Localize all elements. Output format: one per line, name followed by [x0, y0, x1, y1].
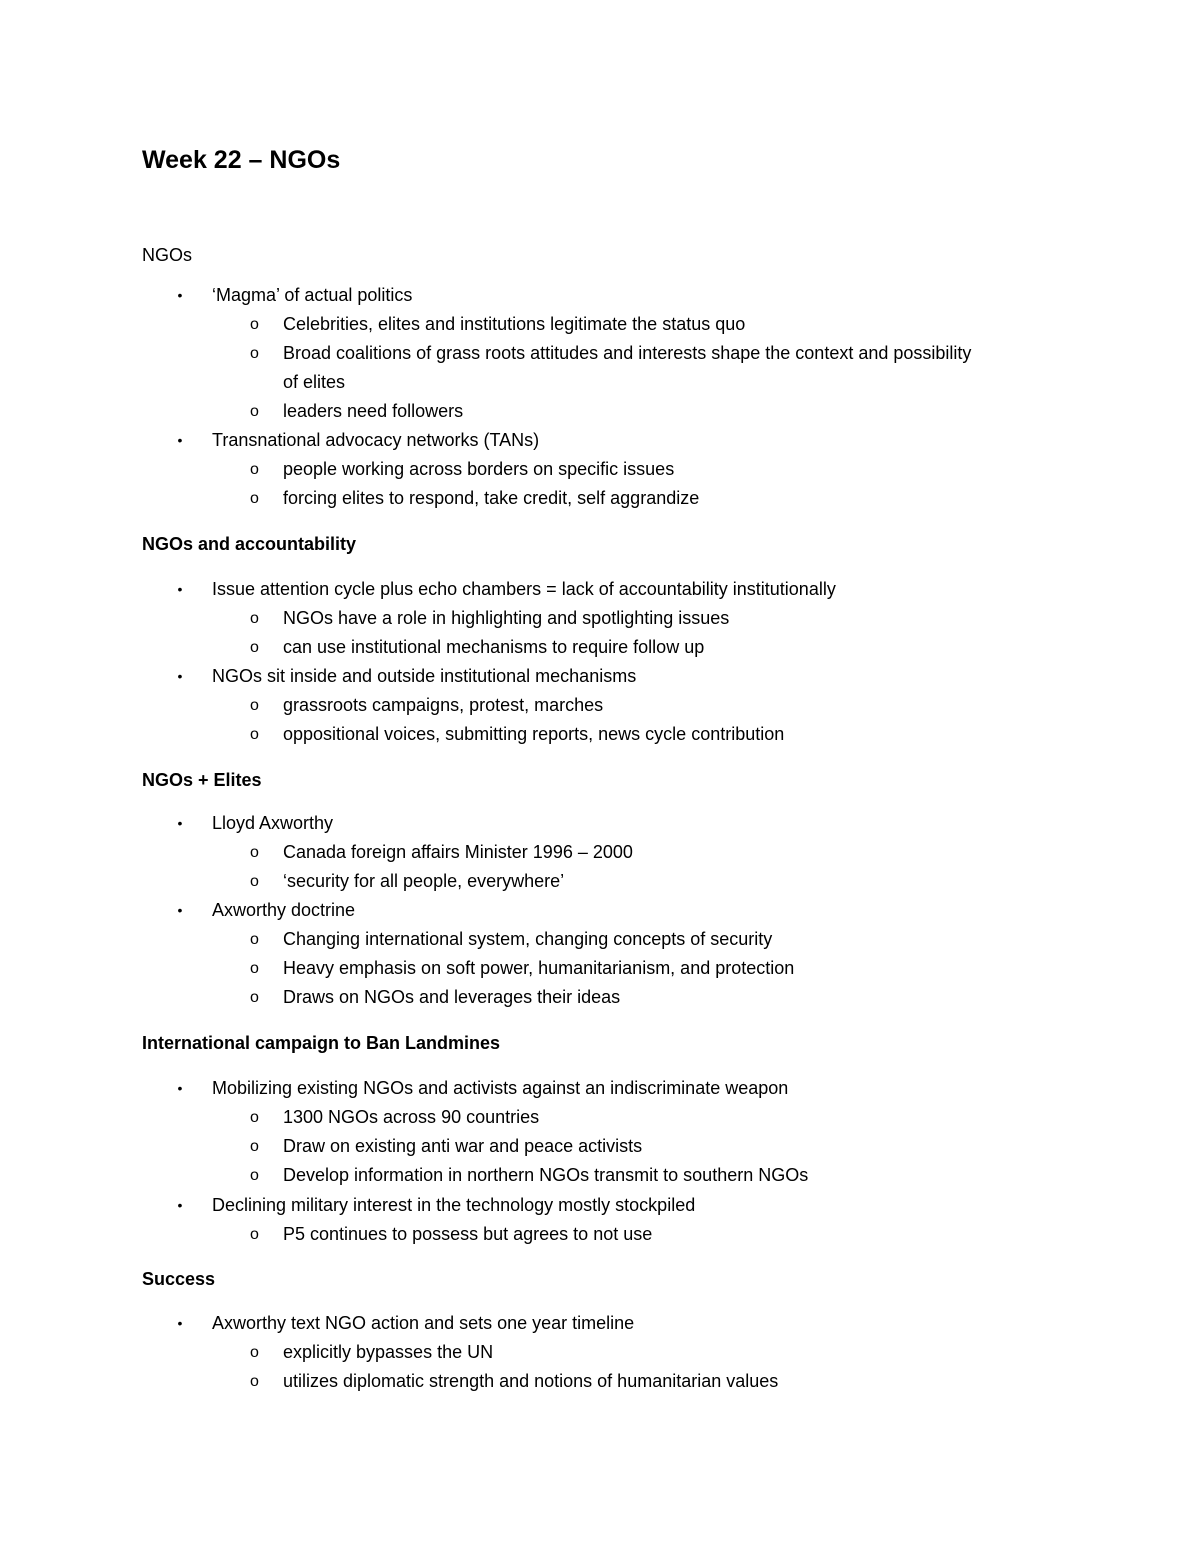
- sub-bullet-text: Develop information in northern NGOs transmit to southern NGOs: [283, 1165, 809, 1185]
- sub-bullet-icon: o: [250, 697, 259, 714]
- sub-bullet-text: Draw on existing anti war and peace activists: [283, 1136, 643, 1156]
- sub-bullet-icon: o: [250, 989, 259, 1006]
- bullet-icon: •: [177, 1315, 183, 1331]
- bullet-icon: •: [177, 581, 183, 597]
- bullet-text: ‘Magma’ of actual politics: [212, 285, 413, 305]
- sub-bullet-icon: o: [250, 873, 259, 890]
- sub-bullet-icon: o: [250, 610, 259, 627]
- sub-bullet-text: Broad coalitions of grass roots attitudes and interests shape the context and possibility: [283, 343, 972, 363]
- section-heading-success: Success: [142, 1269, 216, 1289]
- sub-bullet-icon: o: [250, 403, 259, 420]
- sub-bullet-text: grassroots campaigns, protest, marches: [283, 695, 604, 715]
- sub-bullet-text: P5 continues to possess but agrees to not use: [283, 1224, 653, 1244]
- sub-bullet-icon: o: [250, 461, 259, 478]
- bullet-icon: •: [177, 432, 183, 448]
- sub-bullet-text: can use institutional mechanisms to require follow up: [283, 637, 705, 657]
- sub-bullet-text: leaders need followers: [283, 401, 464, 421]
- sub-bullet-icon: o: [250, 1226, 259, 1243]
- page-title: Week 22 – NGOs: [142, 146, 341, 174]
- sub-bullet-icon: o: [250, 1138, 259, 1155]
- sub-bullet-icon: o: [250, 1344, 259, 1361]
- bullet-text: Lloyd Axworthy: [212, 813, 334, 833]
- sub-bullet-text: Canada foreign affairs Minister 1996 – 2000: [283, 842, 633, 862]
- bullet-text: Axworthy text NGO action and sets one year timeline: [212, 1313, 635, 1333]
- sub-bullet-text: oppositional voices, submitting reports, news cycle contribution: [283, 724, 785, 744]
- sub-bullet-text: Draws on NGOs and leverages their ideas: [283, 987, 621, 1007]
- sub-bullet-text: Changing international system, changing concepts of security: [283, 929, 773, 949]
- sub-bullet-icon: o: [250, 490, 259, 507]
- sub-bullet-text: explicitly bypasses the UN: [283, 1342, 494, 1362]
- sub-bullet-text: ‘security for all people, everywhere’: [283, 871, 565, 891]
- sub-bullet-text: people working across borders on specific issues: [283, 459, 675, 479]
- sub-bullet-icon: o: [250, 1373, 259, 1390]
- sub-bullet-text: Celebrities, elites and institutions legitimate the status quo: [283, 314, 746, 334]
- bullet-icon: •: [177, 287, 183, 303]
- sub-bullet-icon: o: [250, 345, 259, 362]
- sub-bullet-text: of elites: [283, 372, 346, 392]
- bullet-text: Axworthy doctrine: [212, 900, 356, 920]
- sub-bullet-text: forcing elites to respond, take credit, self aggrandize: [283, 488, 700, 508]
- sub-bullet-text: Heavy emphasis on soft power, humanitarianism, and protection: [283, 958, 795, 978]
- bullet-text: Transnational advocacy networks (TANs): [212, 430, 540, 450]
- sub-bullet-icon: o: [250, 1167, 259, 1184]
- sub-bullet-icon: o: [250, 1109, 259, 1126]
- sub-bullet-icon: o: [250, 960, 259, 977]
- bullet-icon: •: [177, 1197, 183, 1213]
- bullet-icon: •: [177, 902, 183, 918]
- sub-bullet-text: NGOs have a role in highlighting and spotlighting issues: [283, 608, 730, 628]
- bullet-icon: •: [177, 815, 183, 831]
- bullet-text: NGOs sit inside and outside institutional mechanisms: [212, 666, 637, 686]
- sub-bullet-icon: o: [250, 844, 259, 861]
- sub-bullet-icon: o: [250, 316, 259, 333]
- bullet-text: Mobilizing existing NGOs and activists against an indiscriminate weapon: [212, 1078, 789, 1098]
- sub-bullet-text: utilizes diplomatic strength and notions of humanitarian values: [283, 1371, 779, 1391]
- sub-bullet-icon: o: [250, 639, 259, 656]
- bullet-text: Issue attention cycle plus echo chambers = lack of accountability institutionally: [212, 579, 836, 599]
- section-heading-accountability: NGOs and accountability: [142, 534, 357, 554]
- section-heading-elites: NGOs + Elites: [142, 770, 262, 790]
- sub-bullet-text: 1300 NGOs across 90 countries: [283, 1107, 540, 1127]
- bullet-text: Declining military interest in the technology mostly stockpiled: [212, 1195, 696, 1215]
- section-heading-landmines: International campaign to Ban Landmines: [142, 1033, 501, 1053]
- bullet-icon: •: [177, 668, 183, 684]
- section-heading-ngos: NGOs: [142, 245, 193, 265]
- sub-bullet-icon: o: [250, 931, 259, 948]
- sub-bullet-icon: o: [250, 726, 259, 743]
- bullet-icon: •: [177, 1080, 183, 1096]
